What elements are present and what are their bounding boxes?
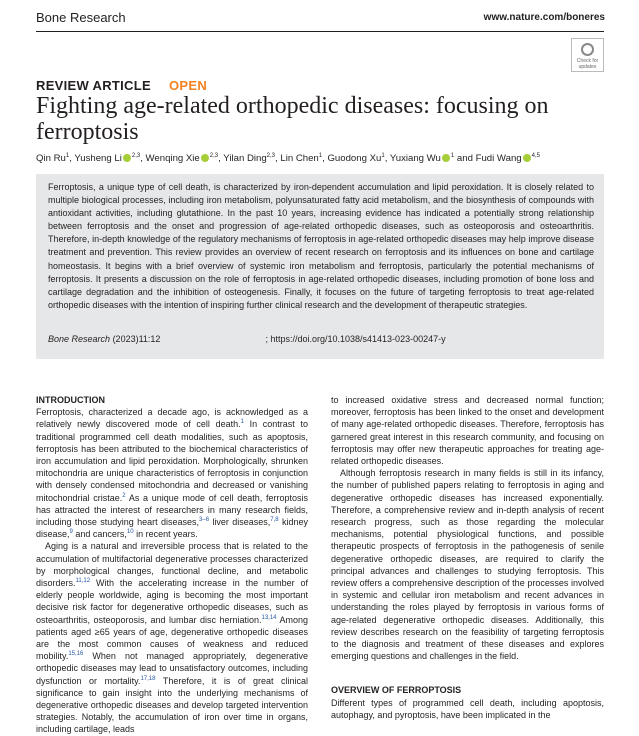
reference-link[interactable]: 10 <box>126 529 134 536</box>
reference-link[interactable]: 1 <box>240 419 244 426</box>
doi-link[interactable]: ; https://doi.org/10.1038/s41413-023-00247-y <box>265 334 446 344</box>
reference-link[interactable]: 9 <box>69 529 73 536</box>
citation-details: (2023)11:12 <box>112 334 161 344</box>
reference-link[interactable]: 11,12 <box>75 578 91 585</box>
author-list: Qin Ru$^1$, Yusheng Li $^{2,3}$, Wenqing Xie $^{2,3}$, Yilan Ding$^{2,3}$, Lin Chen$^1$, Guodong Xu$^1$, Yuxiang Wu $^1$ and Fudi Wang $^{4,5}$ <box>36 152 540 164</box>
left-column <box>36 394 308 736</box>
author-name[interactable]: Fudi Wang <box>475 153 522 164</box>
open-access-label: OPEN <box>169 78 208 93</box>
orcid-icon[interactable] <box>123 154 131 162</box>
header-divider <box>36 31 604 32</box>
author-affiliation: 2,3 <box>266 152 276 159</box>
text-run: Among patients aged ≥65 years of age, degenerative orthopedic diseases are the most common causes of weakness and reduced mobility. <box>36 614 308 662</box>
orcid-icon[interactable] <box>201 154 209 162</box>
text-run: As a unique mode of cell death, ferroptosis has attracted the interest of researchers in many research fields, including those studying heart diseases, <box>36 492 308 528</box>
check-updates-label: Check for updates <box>576 58 599 70</box>
reference-link[interactable]: 13,14 <box>261 614 277 621</box>
author-name[interactable]: Lin Chen <box>280 153 319 164</box>
author-affiliation: 1 <box>65 152 70 159</box>
text-run: When not managed appropriately, degenerative orthopedic diseases may lead to unsatisfactory outcomes, including dysfunction or mortality. <box>36 651 308 686</box>
right-column <box>331 394 604 721</box>
citation-journal: Bone Research <box>48 334 111 344</box>
author-name[interactable]: Qin Ru <box>36 153 66 164</box>
author-affiliation: 1 <box>450 152 455 159</box>
author-name[interactable]: Yilan Ding <box>223 153 267 164</box>
text-run: Ferroptosis, characterized a decade ago, is acknowledged as a relatively newly discovered mode of cell death. <box>36 407 308 430</box>
reference-link[interactable]: 17,18 <box>140 675 156 682</box>
citation-line <box>48 334 446 344</box>
author-name[interactable]: Wenqing Xie <box>145 153 200 164</box>
text-run: Therefore, it is of great clinical significance to gain insight into the underlying mechanisms of degenerative orthopedic diseases and develop targeted intervention strategies. Notably, the accumulation of iron over time in organs, including cartilage, leads <box>36 675 309 735</box>
intro-paragraph-1 <box>36 406 308 540</box>
intro-paragraph-2 <box>36 540 308 735</box>
text-run: in recent years. <box>133 529 198 540</box>
text-run: With the accelerating increase in the number of elderly people worldwide, aging is becoming the most important decisive risk factor for degenerative orthopedic diseases, such as osteoarthritis, osteoporosis, and lumbar disc herniation. <box>36 578 308 625</box>
author-affiliation: 1 <box>318 152 323 159</box>
orcid-icon[interactable] <box>442 154 450 162</box>
text-run: In contrast to traditional programmed cell death modalities, such as apoptosis, ferroptosis has been attributed to the biochemical characteristics of iron accumulation and lipid peroxidation. Morphologically, shrunken mitochondria are unique characteristics of ferroptosis in conjunction with densely condensed mitochondria and decreased or vanishing mitochondrial cristae. <box>36 419 308 503</box>
overview-heading: OVERVIEW OF FERROPTOSIS <box>331 685 462 696</box>
reference-link[interactable]: 2 <box>122 492 126 499</box>
article-type: REVIEW ARTICLE <box>36 78 151 93</box>
journal-website-link[interactable]: www.nature.com/boneres <box>483 12 605 23</box>
intro-paragraph-4: Although ferroptosis research in many fields is still in its infancy, the number of published papers relating to ferroptosis in aging and degenerative orthopedic diseases has increased exponentially. Therefore, a comprehensive review and in-depth analysis of recent research progress, such as those regarding the molecular mechanisms, potential physiological functions, and possible therapeutic prospects of ferroptosis in the pathogenesis of senile degenerative orthopedic diseases, are required to clarify the principal advances and challenges to studying ferroptosis. This review offers a comprehensive description of the processes involved in systemic and cellular iron metabolism and recent advances in understanding the roles played by ferroptosis in various forms of age-related degenerative orthopedic diseases. Additionally, this review describes research on the feasibility of targeting ferroptosis to the diagnosis and treatment of these diseases and explores emerging questions and challenges in the field. <box>331 468 604 662</box>
check-for-updates-badge[interactable] <box>571 38 604 72</box>
author-affiliation: 2,3 <box>131 152 141 159</box>
author-name[interactable]: Yusheng Li <box>74 153 122 164</box>
author-name[interactable]: Guodong Xu <box>327 153 382 164</box>
text-run: Aging is a natural and irreversible process that is related to the accumulation of multifactorial degenerative processes characterized by morphological changes, functional decline, and metabolic disorders. <box>36 541 308 589</box>
text-run: kidney disease, <box>36 517 308 540</box>
article-title: Fighting age-related orthopedic diseases: focusing on ferroptosis <box>36 93 549 145</box>
author-affiliation: 2,3 <box>209 152 219 159</box>
text-run: and cancers, <box>72 529 127 540</box>
author-name[interactable]: Yuxiang Wu <box>389 153 441 164</box>
journal-name: Bone Research <box>36 10 126 25</box>
orcid-icon[interactable] <box>523 154 531 162</box>
author-affiliation: 1 <box>381 152 385 159</box>
abstract-text: Ferroptosis, a unique type of cell death, is characterized by iron-dependent accumulation and lipid peroxidation. It is closely related to multiple biological processes, including iron metabolism, polyunsaturated fatty acid metabolism, and the biosynthesis of compounds with antioxidant activities, including glutathione. In the past 10 years, increasing evidence has indicated a potentially strong relationship between ferroptosis and the onset and progression of age-related orthopedic diseases, such as osteoporosis and osteoarthritis. Therefore, in-depth knowledge of the regulatory mechanisms of ferroptosis in age-related orthopedic diseases may help improve disease treatment and prevention. This review provides an overview of recent research on ferroptosis and its influences on bone and cartilage homeostasis. It begins with a brief overview of systemic iron metabolism and ferroptosis, particularly the potential mechanisms of ferroptosis. It presents a discussion on the role of ferroptosis in age-related orthopedic diseases, including promotion of bone loss and cartilage degradation and the inhibition of osteogenesis. Finally, it focuses on the future of targeting ferroptosis to treat age-related orthopedic diseases with the intention of inspiring further clinical research and the development of therapeutic strategies. <box>48 182 594 310</box>
overview-paragraph-1: Different types of programmed cell death, including apoptosis, autophagy, and pyroptosis, have been implicated in the <box>331 697 604 720</box>
reference-link[interactable]: 7,8 <box>270 517 279 524</box>
reference-link[interactable]: 3–6 <box>199 517 210 524</box>
intro-paragraph-3: to increased oxidative stress and decreased normal function; moreover, ferroptosis has been linked to the onset and development of many age-related orthopedic diseases. Therefore, ferroptosis has garnered great interest in this research community, and focusing on ferroptosis may offer new therapeutic approaches for treating age-related orthopedic diseases. <box>331 395 604 467</box>
reference-link[interactable]: 15,16 <box>68 651 84 658</box>
introduction-heading: INTRODUCTION <box>36 395 105 405</box>
text-run: liver diseases, <box>209 517 271 528</box>
check-updates-icon <box>581 43 594 56</box>
author-affiliation: 4,5 <box>531 152 540 159</box>
